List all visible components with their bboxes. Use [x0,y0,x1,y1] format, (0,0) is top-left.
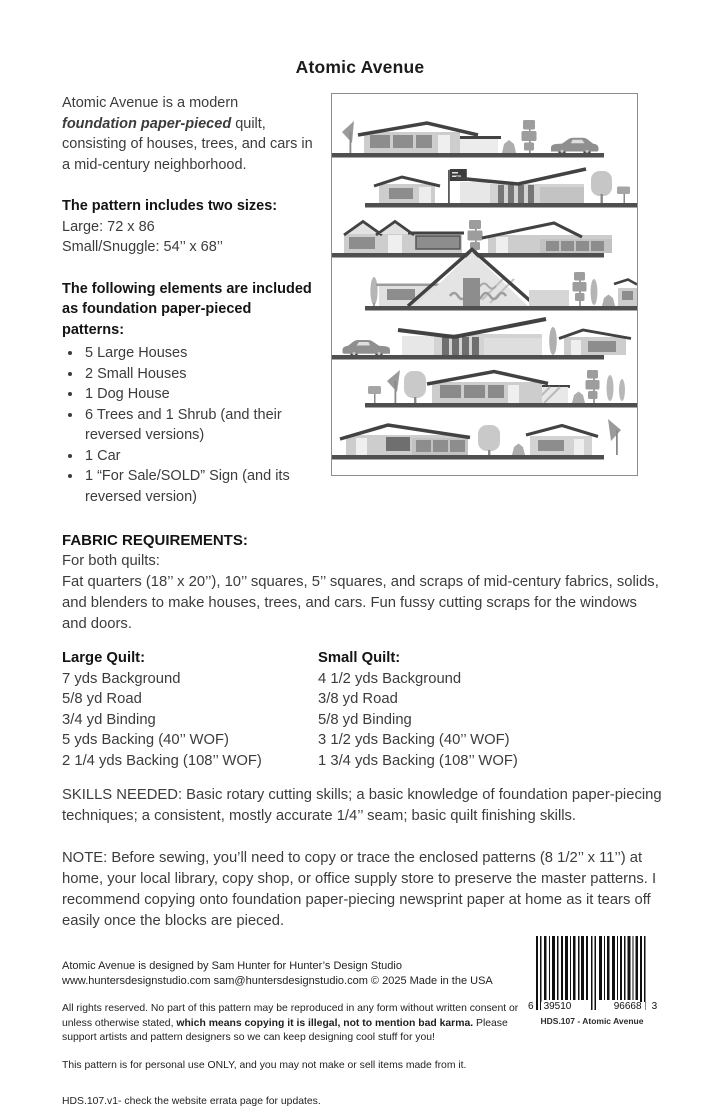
road [332,455,604,460]
cypress-tree-icon [607,375,614,401]
street-row-7 [332,419,621,460]
intro-column [62,93,316,507]
road [332,153,604,158]
legal-pre: All rights reserved. No part of this pattern may be reproduced in any form without written consent or unless otherwise stated, [62,1003,519,1029]
large-quilt-heading: Large Quilt: [62,650,146,666]
small-sign-icon [368,386,381,394]
car-icon [551,138,599,155]
yardage-section [62,648,664,771]
legal-post: Please support artists and pattern designers so we can keep designing cool stuff for you! [62,1017,508,1043]
topiary-tree-icon [586,370,600,399]
small-quilt-heading: Small Quilt: [318,650,401,666]
fabric-requirements [62,530,664,635]
legal-paragraph [62,1002,540,1046]
large-quilt-column [62,648,318,771]
personal-use-line: This pattern is for personal use ONLY, and you may not make or sell items made from it. [62,1059,467,1071]
size-large: Large: 72 x 86 [62,218,155,235]
list-item: • 1 Dog House [83,384,316,405]
size-small: Small/Snuggle: 54’’ x 68’’ [62,239,223,255]
round-tree-icon [404,371,426,398]
small-quilt-column [318,648,518,771]
round-tree-icon [478,425,500,451]
fabric-heading: FABRIC REQUIREMENTS: [62,532,248,549]
topiary-tree-icon [468,220,483,250]
footer [62,959,540,1109]
credit-line-1: Atomic Avenue is designed by Sam Hunter for Hunter’s Design Studio [62,960,402,972]
sizes-heading: The pattern includes two sizes: [62,198,278,214]
cypress-tree-icon [549,327,557,355]
shrub-icon [502,140,516,153]
pennant-tree-icon [387,370,400,392]
intro-italic: foundation paper-pieced [62,115,232,132]
neighborhood-illustration-svg [331,93,638,476]
street-row-1 [332,120,604,158]
elements-list [62,343,316,507]
version-line: HDS.107.v1- check the website errata page for updates. [62,1095,321,1107]
list-item: • 5 Large Houses [83,343,316,364]
list-item: • 2 Small Houses [83,364,316,385]
yardage-line: 3/4 yd Binding [62,711,156,728]
shrub-icon [572,392,585,404]
road [365,306,637,311]
barcode-digits-1: 39510 [541,1002,575,1012]
elements-heading-line2: as foundation paper-pieced patterns: [62,301,252,338]
quilt-illustration [331,93,638,476]
credit-line-2: www.huntersdesignstudio.com sam@huntersdesignstudio.com © 2025 Made in the USA [62,975,493,987]
yardage-line: 2 1/4 yds Backing (108’’ WOF) [62,752,262,769]
legal-bold: which means copying it is illegal, not to mention bad karma. [176,1017,474,1029]
cypress-tree-icon [591,279,598,305]
cypress-tree-icon [619,379,625,401]
fabric-line1: For both quilts: [62,553,160,569]
road [365,203,637,208]
skills-paragraph: SKILLS NEEDED: Basic rotary cutting skills; a basic knowledge of foundation paper-piecing techniques; a consistent, mostly accurate 1/4’’ seam; basic quilt finishing skills. [62,787,662,824]
yardage-line: 1 3/4 yds Backing (108’’ WOF) [318,752,518,769]
intro-paragraph [62,93,316,175]
street-row-4 [365,250,637,311]
street-row-6 [365,370,637,408]
top-section [62,93,664,507]
barcode-digit-groups [541,1002,645,1012]
street-row-2 [365,169,637,208]
barcode-caption: HDS.107 - Atomic Avenue [540,1016,644,1026]
page-title: Atomic Avenue [295,57,425,77]
shrub-icon [512,444,525,456]
yardage-line: 5/8 yd Road [62,691,142,707]
fabric-body: Fat quarters (18’’ x 20’’), 10’’ squares, 5’’ squares, and scraps of mid-century fabrics, solids, and blenders to make houses, trees, and cars. Fun fussy cutting scraps for the windows and doors. [62,574,659,632]
road [365,403,637,408]
note-paragraph: NOTE: Before sewing, you’ll need to copy or trace the enclosed patterns (8 1/2’’ x 11’’) at home, your local library, copy shop, or office supply store to preserve the master patterns. I recommend copying onto foundation paper-piecing newsprint paper at home as it tears off easily once the blocks are pieced. [62,850,657,929]
topiary-tree-icon [573,272,587,301]
elements-heading-line1: The following elements are included [62,280,312,297]
barcode [528,936,660,1026]
shrub-icon [602,295,615,307]
barcode-digits-2: 96668 [611,1002,645,1012]
cypress-tree-icon [370,277,377,305]
barcode-bars [536,936,650,1012]
yardage-line: 7 yds Background [62,670,181,687]
barcode-row [528,936,660,1012]
list-item: • 6 Trees and 1 Shrub (and their reversed versions) [83,405,316,446]
pennant-tree-icon [342,121,354,143]
round-tree-icon [591,171,612,196]
pennant-tree-icon [608,419,621,441]
road [332,355,604,360]
yardage-line: 3/8 yd Road [318,691,398,707]
topiary-tree-icon [522,120,537,151]
intro-part2: quilt, consisting of houses, trees, and cars in a mid-century neighborhood. [62,115,313,173]
list-item: • 1 Car [83,446,316,467]
street-row-5 [332,319,631,360]
barcode-digit-right: 3 [651,1001,658,1012]
list-item: • 1 “For Sale/SOLD” Sign (and its reversed version) [83,466,316,507]
yardage-line: 4 1/2 yds Background [318,670,462,687]
yardage-line: 3 1/2 yds Backing (40’’ WOF) [318,732,510,748]
small-sign-icon [617,187,630,195]
yardage-line: 5/8 yd Binding [318,711,412,728]
car-icon [343,340,391,357]
street-row-3 [332,220,612,258]
barcode-digit-left: 6 [528,1001,534,1012]
intro-part1: Atomic Avenue is a modern [62,95,239,111]
elements-block [62,279,316,508]
sizes-block [62,196,316,258]
yardage-line: 5 yds Backing (40’’ WOF) [62,732,229,748]
credits [62,959,540,989]
